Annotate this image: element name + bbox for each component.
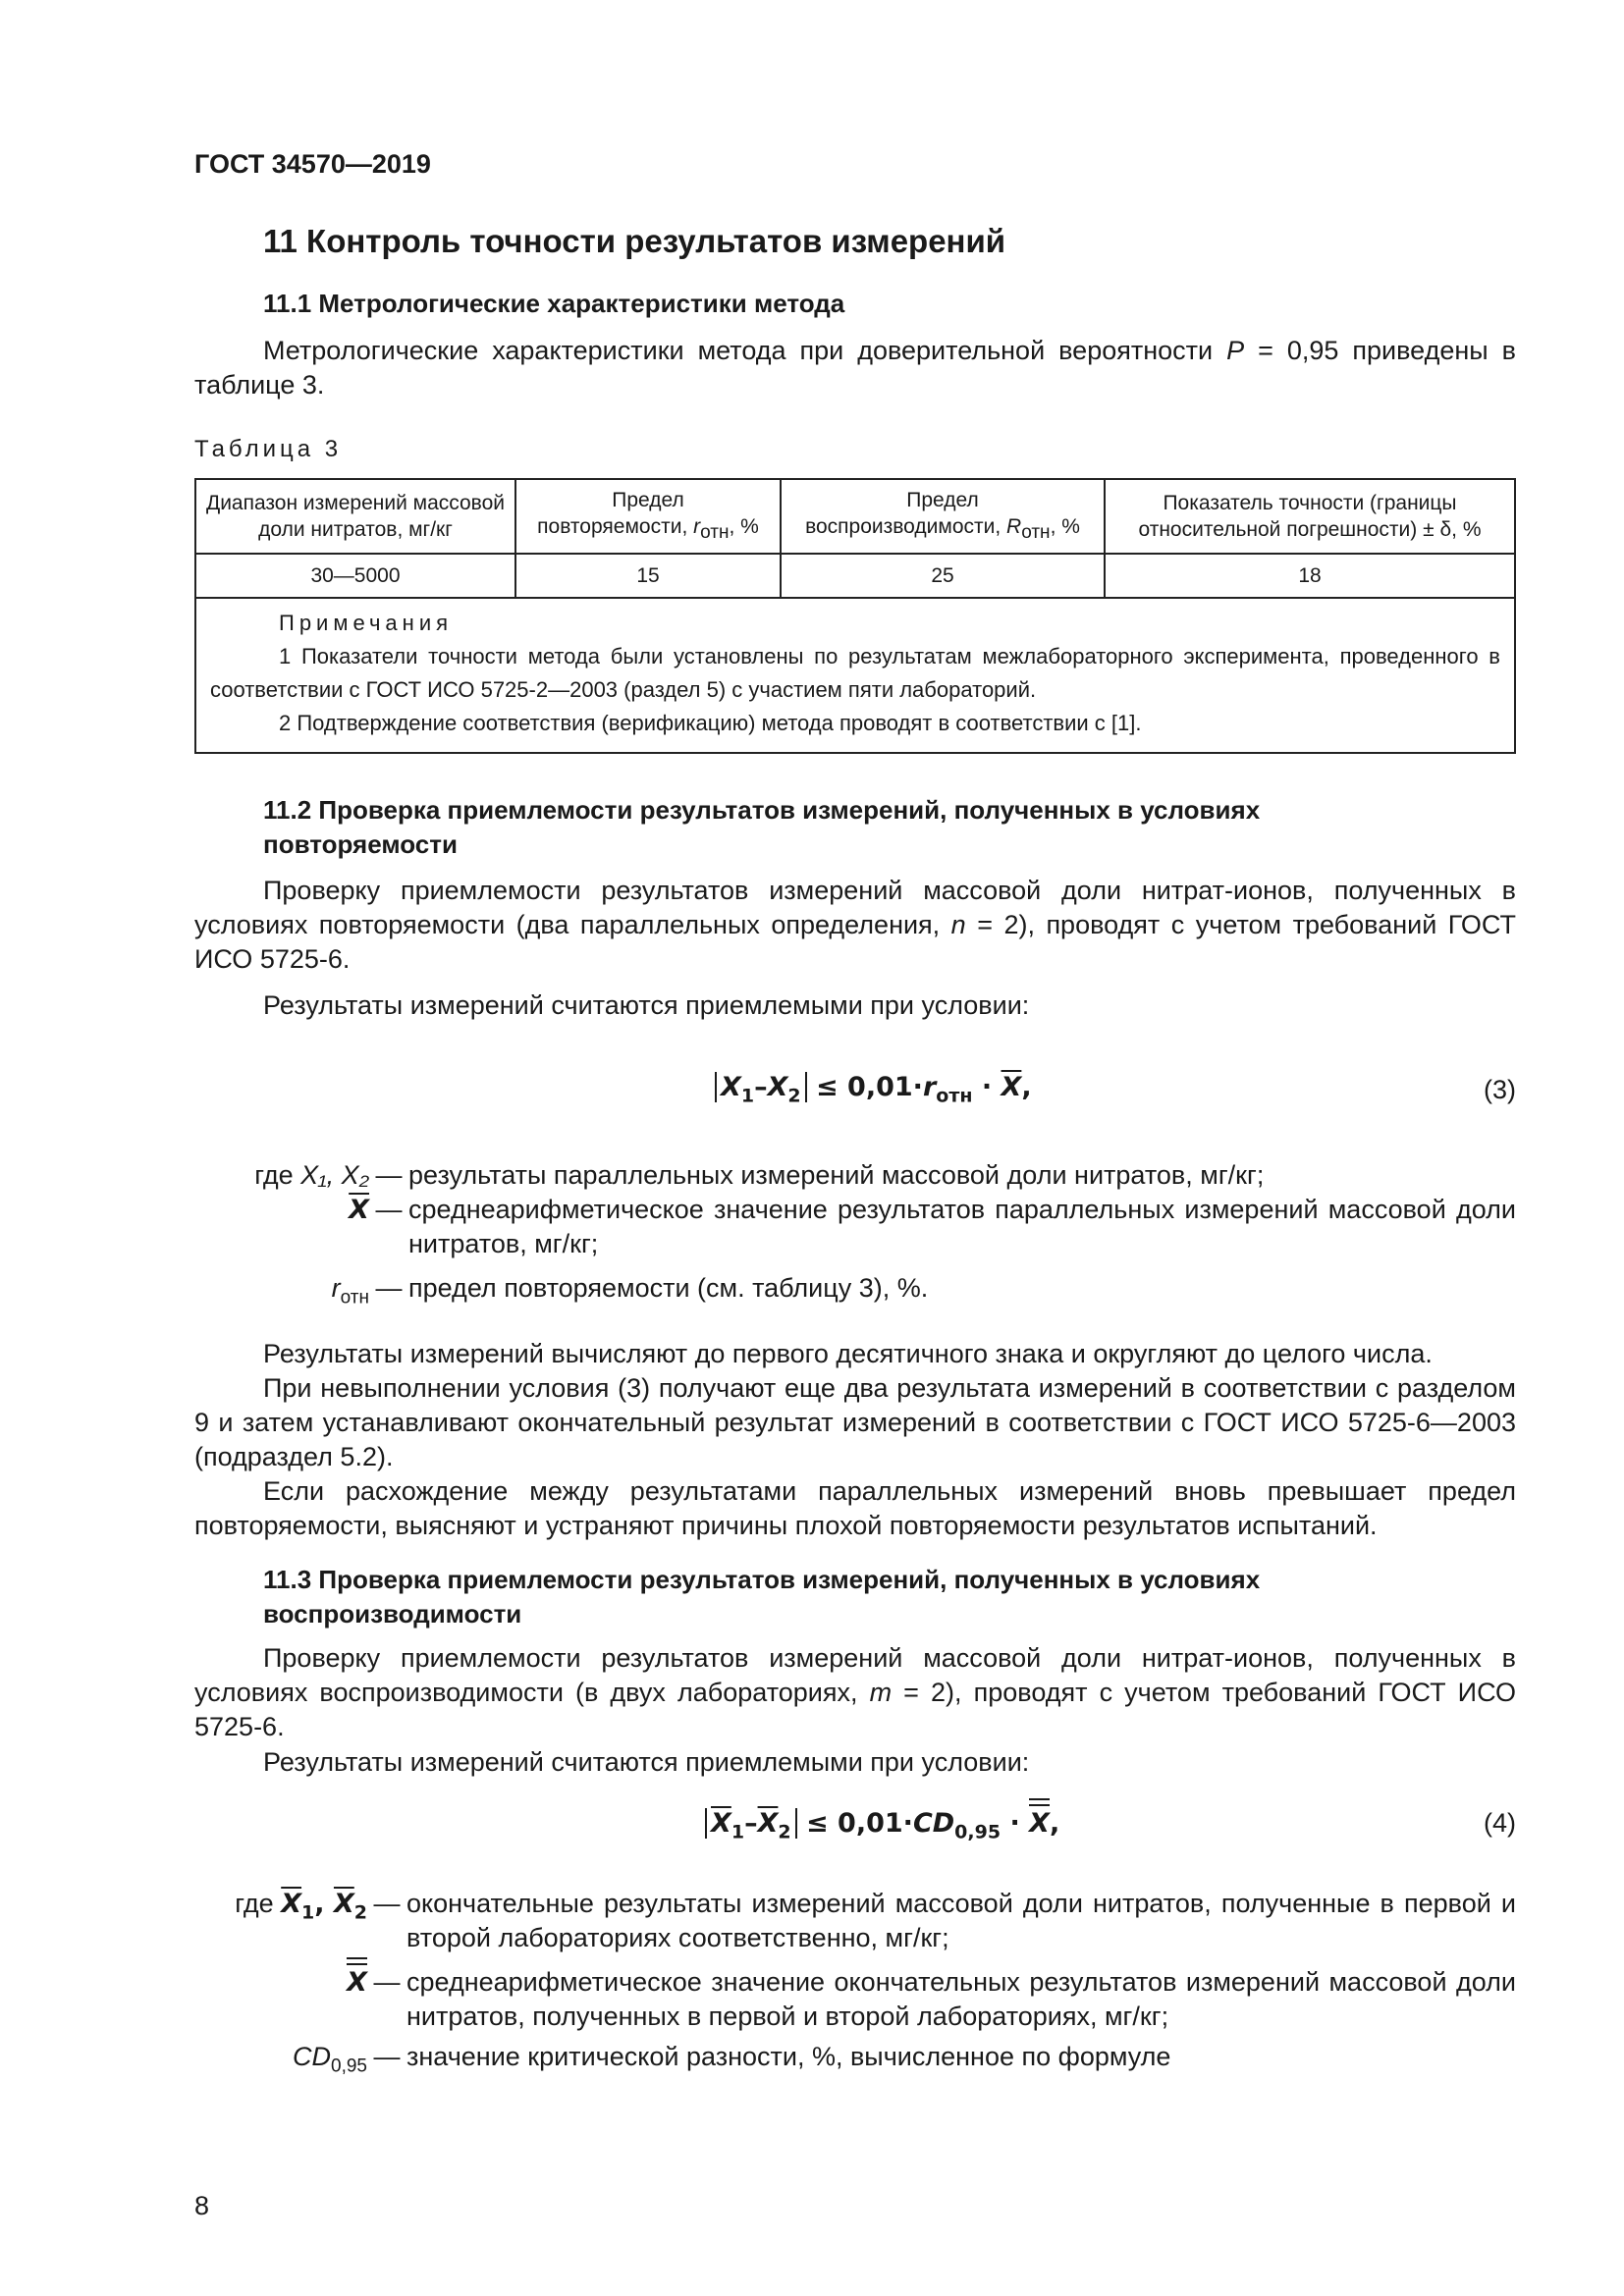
where-item: X — среднеарифметическое значение окончательных результатов измерений массовой доли нитратов, полученных в первой и второй лабораториях, мг/кг; [347, 1967, 1516, 2031]
paragraph-repeatability-check: Проверку приемлемости результатов измерений массовой доли нитрат-ионов, полученных в условиях повторяемости (два параллельных определения, n = 2), проводят с учетом требований ГОСТ ИСО 5725-6. [194, 876, 1516, 974]
where-item: $CD_{0,95}$ — значение критической разности, %, вычисленное по формуле [293, 2042, 1171, 2077]
paragraph-failure: При невыполнении условия (3) получают еще два результата измерений в соответствии с разделом 9 и затем устанавливают окончательный результат измерений в соответствии с ГОСТ ИСО 5725-6—2003 (подраздел 5.2). [194, 1373, 1516, 1471]
subsection-title-11-2: 11.2 Проверка приемлемости результатов измерений, полученных в условиях повторяемости [263, 795, 1261, 859]
table-header-range: Диапазон измерений массовой доли нитратов, мг/кг [195, 479, 515, 554]
paragraph-discrepancy: Если расхождение между результатами параллельных измерений вновь превышает предел повторяемости, выясняют и устраняют причины плохой повторяемости результатов испытаний. [194, 1476, 1516, 1540]
where-item: где X₁, X₂ — результаты параллельных измерений массовой доли нитратов, мг/кг; [254, 1160, 1265, 1190]
table-header-repeatability: Предел повторяемости, $r_{отн}$, % [515, 479, 781, 554]
table-cell: 25 [781, 554, 1105, 598]
subsection-title-11-3: 11.3 Проверка приемлемости результатов измерений, полученных в условиях воспроизводимости [263, 1565, 1261, 1629]
table-3 [194, 478, 1516, 754]
table-header-accuracy: Показатель точности (границы относительной погрешности) ± δ, % [1105, 479, 1515, 554]
formula-3: $X_1-X_2 \le 0,01\cdot r_{отн} \cdot \overline{X}$, [715, 1070, 1032, 1113]
where-block-3 [194, 1158, 1516, 1314]
paragraph-condition: Результаты измерений считаются приемлемыми при условии: [263, 990, 1030, 1020]
where-item: где $\overline{X}_1$, $\overline{X}_2$ — окончательные результаты измерений массовой доли нитратов, полученные в первой и второй лабораториях соответственно, мг/кг; [235, 1889, 1516, 1952]
formula-4: $\overline{X}_1-\overline{X}_2 \le 0,01\cdot CD_{0,95} \cdot X$, [705, 1806, 1059, 1849]
table-header-reproducibility: Предел воспроизводимости, $R_{отн}$, % [781, 479, 1105, 554]
subsection-title-11-1: 11.1 Метрологические характеристики метода [263, 289, 845, 318]
paragraph-rounding: Результаты измерений вычисляют до первого десятичного знака и округляют до целого числа. [263, 1339, 1433, 1368]
where-item: $\overline{X}$ — среднеарифметическое значение результатов параллельных измерений массовой доли нитратов, мг/кг; [349, 1195, 1516, 1258]
section-title: 11 Контроль точности результатов измерений [263, 223, 1006, 259]
paragraph-metrology: Метрологические характеристики метода при доверительной вероятности P = 0,95 приведены в таблице 3. [194, 336, 1517, 400]
table-cell: 30—5000 [195, 554, 515, 598]
notes-title: Примечания [279, 611, 454, 635]
table-notes [195, 598, 1515, 753]
page-number: 8 [194, 2191, 210, 2220]
formula-number-3: (3) [1484, 1075, 1516, 1104]
paragraph-reproducibility-check: Проверку приемлемости результатов измерений массовой доли нитрат-ионов, полученных в условиях воспроизводимости (в двух лабораториях, m = 2), проводят с учетом требований ГОСТ ИСО 5725-6. [194, 1643, 1516, 1741]
where-block-4 [194, 1887, 1516, 2083]
paragraph-condition-2: Результаты измерений считаются приемлемыми при условии: [263, 1747, 1030, 1777]
standard-number: ГОСТ 34570—2019 [194, 149, 431, 179]
formula-number-4: (4) [1484, 1808, 1516, 1838]
where-item: $r_{отн}$ — предел повторяемости (см. таблицу 3), %. [331, 1273, 929, 1308]
note-1: 1 Показатели точности метода были установлены по результатам межлабораторного эксперимента, проведенного в соответствии с ГОСТ ИСО 5725-2—2003 (раздел 5) с участием пяти лабораторий. [210, 644, 1500, 702]
table-cell: 18 [1105, 554, 1515, 598]
table-caption: Таблица 3 [194, 436, 343, 462]
table-cell: 15 [515, 554, 781, 598]
note-2: 2 Подтверждение соответствия (верификацию) метода проводят в соответствии с [1]. [279, 711, 1142, 735]
